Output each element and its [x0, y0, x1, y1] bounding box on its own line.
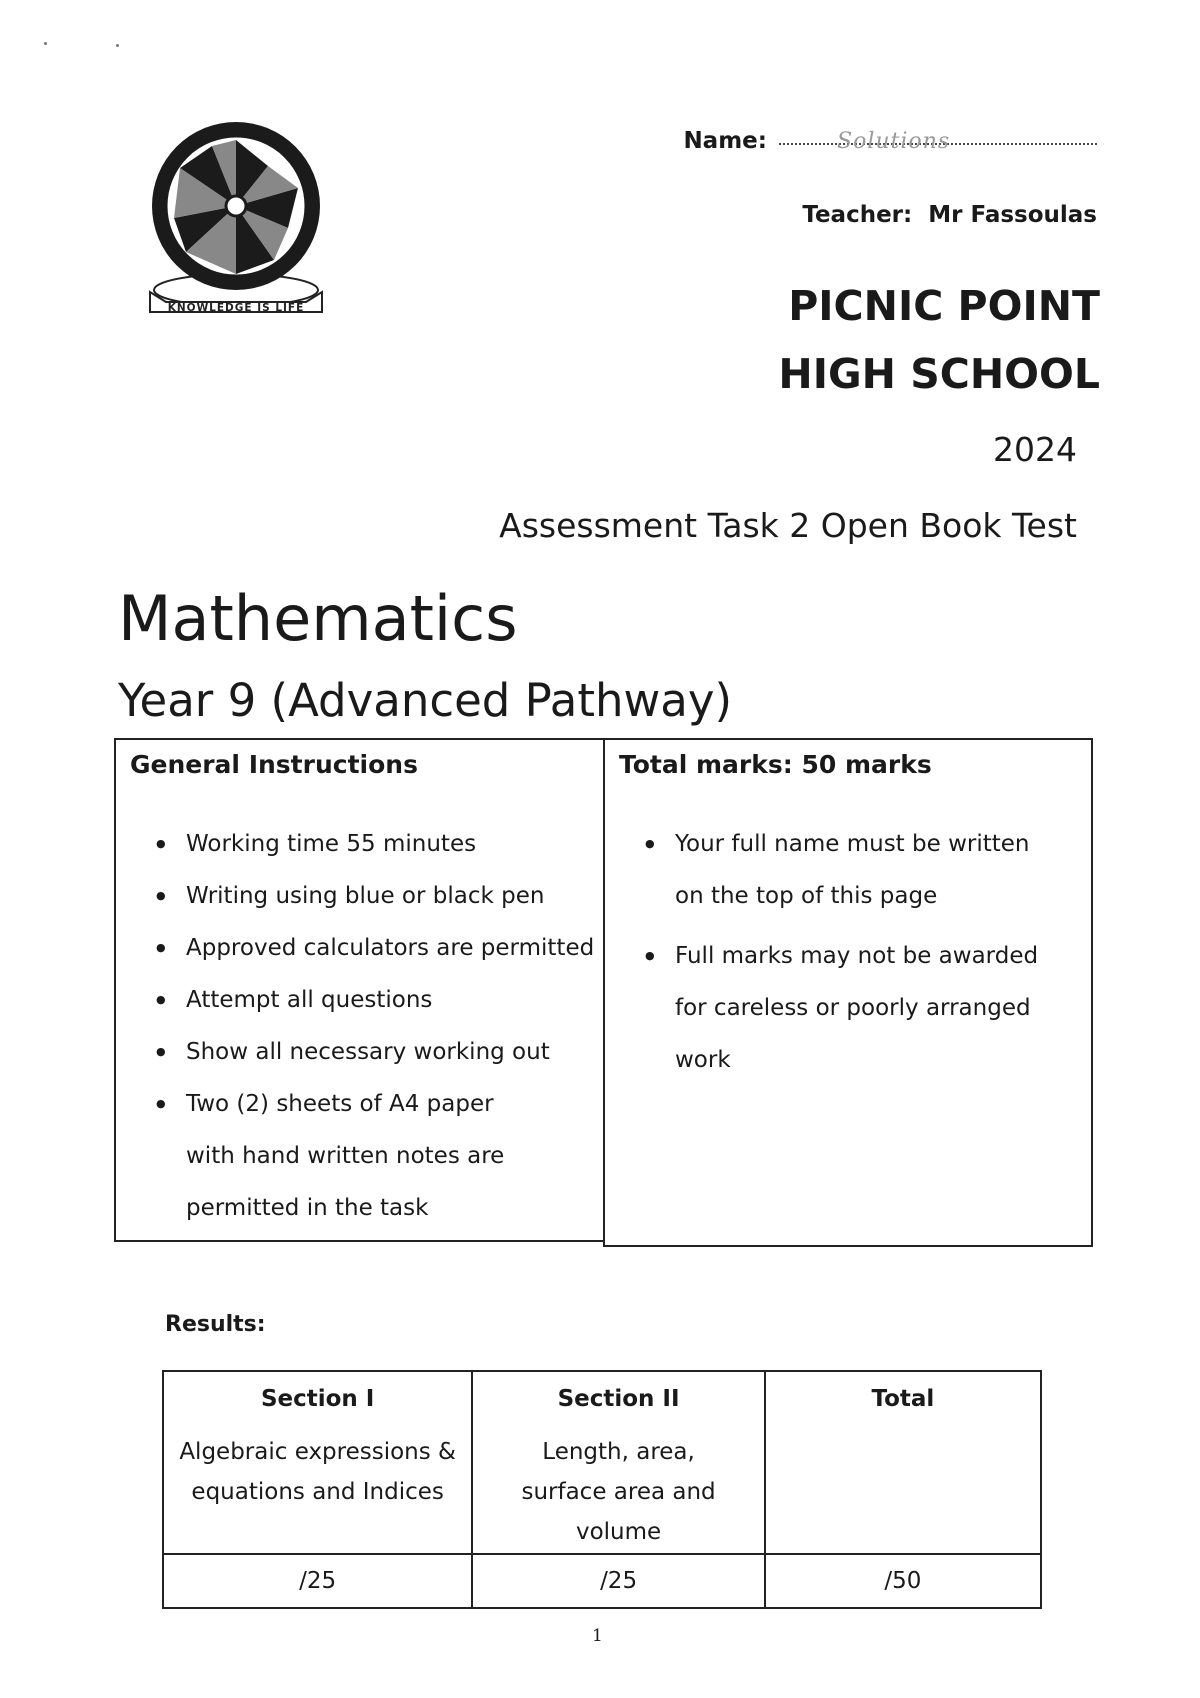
instruction-item: ● Writing using blue or black pen	[156, 870, 596, 922]
results-score-row	[163, 1554, 1041, 1608]
score-cell: /50	[765, 1554, 1041, 1608]
score-cell: /25	[163, 1554, 472, 1608]
results-table	[162, 1370, 1042, 1609]
total-marks-heading: Total marks: 50 marks	[619, 750, 932, 779]
instruction-item: ● Show all necessary working out	[156, 1026, 596, 1078]
instructions-heading: General Instructions	[130, 750, 418, 779]
section-one-cell	[163, 1371, 472, 1554]
total-marks-box	[603, 738, 1093, 1247]
instruction-item: ● Approved calculators are permitted	[156, 922, 596, 974]
instruction-item: ● Two (2) sheets of A4 paper with hand written notes are permitted in the task	[156, 1078, 546, 1234]
assessment-title: Assessment Task 2 Open Book Test	[499, 506, 1077, 545]
teacher-name: Teacher: Mr Fassoulas	[802, 202, 1097, 228]
section-description: Algebraic expressions & equations and Indices	[179, 1439, 456, 1505]
results-header-row	[163, 1371, 1041, 1554]
handwritten-name: Solutions	[837, 129, 951, 154]
section-two-cell	[472, 1371, 764, 1554]
page-number: 1	[592, 1626, 603, 1646]
total-cell	[765, 1371, 1041, 1554]
name-label: Name:	[683, 128, 767, 154]
section-title: Total	[871, 1386, 935, 1412]
score-cell: /25	[472, 1554, 764, 1608]
subject-title: Mathematics	[118, 582, 518, 655]
general-instructions-box	[114, 738, 605, 1242]
student-name-field	[683, 128, 1097, 154]
instructions-list	[156, 818, 596, 1234]
marks-note-item: ● Your full name must be written on the top of this page	[645, 818, 1065, 922]
school-crest-logo	[146, 122, 326, 322]
scan-speck	[44, 42, 47, 45]
scan-speck	[116, 44, 119, 47]
marks-note-item: ● Full marks may not be awarded for careless or poorly arranged work	[645, 930, 1065, 1086]
section-title: Section II	[557, 1386, 680, 1412]
marks-notes-list	[645, 818, 1065, 1094]
exam-year: 2024	[993, 430, 1077, 469]
subject-subtitle: Year 9 (Advanced Pathway)	[118, 674, 733, 727]
school-name: PICNIC POINT HIGH SCHOOL	[778, 282, 1100, 398]
logo-motto: KNOWLEDGE IS LIFE	[167, 302, 305, 314]
instruction-item: ● Working time 55 minutes	[156, 818, 596, 870]
results-label: Results:	[165, 1312, 266, 1337]
instruction-item: ● Attempt all questions	[156, 974, 596, 1026]
section-title: Section I	[260, 1386, 375, 1412]
section-description: Length, area, surface area and volume	[521, 1439, 716, 1545]
